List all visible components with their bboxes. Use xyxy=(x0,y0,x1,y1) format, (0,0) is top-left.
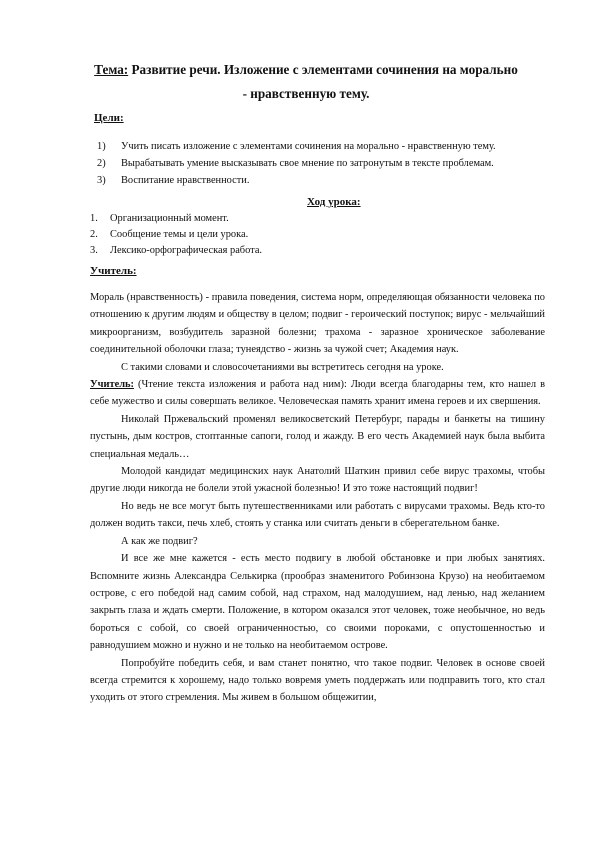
step-text: Лексико-орфографическая работа. xyxy=(110,245,263,256)
paragraph: И все же мне кажется - есть место подвигу в любой обстановке и при любых занятиях. Вспомните жизнь Александра Селькирка (прообраз знаменитого Робинзона Крузо) на необитаемом острове, с его победой над самим собой, над страхом, над малодушием, над ленью, над желанием закрыть глаза и ждать смерти. Положение, в котором оказался этот человек, тоже необычное, но ведь бороться с собой, со своей ограниченностью, со своими пороками, с опустошенностью и равнодушием можно и нужно и не только на необитаемом острове. xyxy=(90,553,545,652)
goal-number: 1) xyxy=(97,141,106,152)
goal-item xyxy=(94,173,564,188)
goal-text: Воспитание нравственности. xyxy=(121,175,250,186)
step-number: 1. xyxy=(90,213,98,224)
paragraph: Молодой кандидат медицинских наук Анатолий Шаткин привил себе вирус трахомы, чтобы другие люди никогда не болели этой ужасной болезнью! И это тоже настоящий подвиг! xyxy=(90,466,545,495)
teacher-heading: Учитель: xyxy=(90,265,137,277)
goal-text: Учить писать изложение с элементами сочинения на морально - нравственную тему. xyxy=(121,141,496,152)
paragraph: Попробуйте победить себя, и вам станет понятно, что такое подвиг. Человек в основе своей всегда стремится к хорошему, надо только вовремя уметь поддержать или подправить того, кто стал уходить от этого стремления. Мы живем в большом общежитии, xyxy=(90,657,545,704)
step-number: 2. xyxy=(90,229,98,240)
lesson-step xyxy=(90,227,490,242)
reading-paragraph xyxy=(90,376,545,411)
paragraph: Но ведь не все могут быть путешественниками или работать с вирусами трахомы. Ведь кто-то должен водить такси, печь хлеб, стоять у станка или считать деньги в сберегательном банке. xyxy=(90,500,545,530)
goal-text: Вырабатывать умение высказывать свое мнение по затронутым в тексте проблемам. xyxy=(121,158,494,169)
title-text: Развитие речи. Изложение с элементами сочинения на морально - нравственную тему. xyxy=(128,62,518,101)
goals-list xyxy=(94,139,564,190)
lesson-heading: Ход урока: xyxy=(307,196,361,208)
goal-number: 2) xyxy=(97,158,106,169)
lesson-body xyxy=(90,289,545,707)
goal-item xyxy=(94,156,564,171)
lesson-steps-list xyxy=(90,211,490,259)
page-title xyxy=(92,58,520,106)
paragraph: С такими словами и словосочетаниями вы встретитесь сегодня на уроке. xyxy=(121,361,444,373)
reading-text: (Чтение текста изложения и работа над ним): Люди всегда благодарны тем, кто нашел в себе мужество и силы совершать великое. Человеческая память хранит имена героев и их свершения. xyxy=(90,379,545,408)
lesson-step xyxy=(90,243,490,258)
vocabulary-paragraph: Мораль (нравственность) - правила поведения, система норм, определяющая обязанности человека по отношению к другим людям и обществу в целом; подвиг - героический поступок; вирус - мельчайший микроорганизм, возбудитель заразной болезни; трахома - заразное хроническое заболевание соединительной оболочки глаза; тунеядство - жизнь за чужой счет; Академия наук. xyxy=(90,292,545,356)
lesson-step xyxy=(90,211,490,226)
teacher-label: Учитель: xyxy=(90,379,134,391)
title-label: Тема: xyxy=(94,62,129,77)
paragraph: А как же подвиг? xyxy=(121,535,198,547)
step-text: Организационный момент. xyxy=(110,213,229,224)
paragraph: Николай Пржевальский променял великосветский Петербург, парады и банкеты на тишину пустынь, дым костров, стоптанные сапоги, голод и жажду. В его честь Академией наук была выбита специальная медаль… xyxy=(90,413,545,460)
step-number: 3. xyxy=(90,245,98,256)
goals-heading: Цели: xyxy=(94,112,124,124)
goal-item xyxy=(94,139,564,154)
goal-number: 3) xyxy=(97,175,106,186)
step-text: Сообщение темы и цели урока. xyxy=(110,229,249,240)
